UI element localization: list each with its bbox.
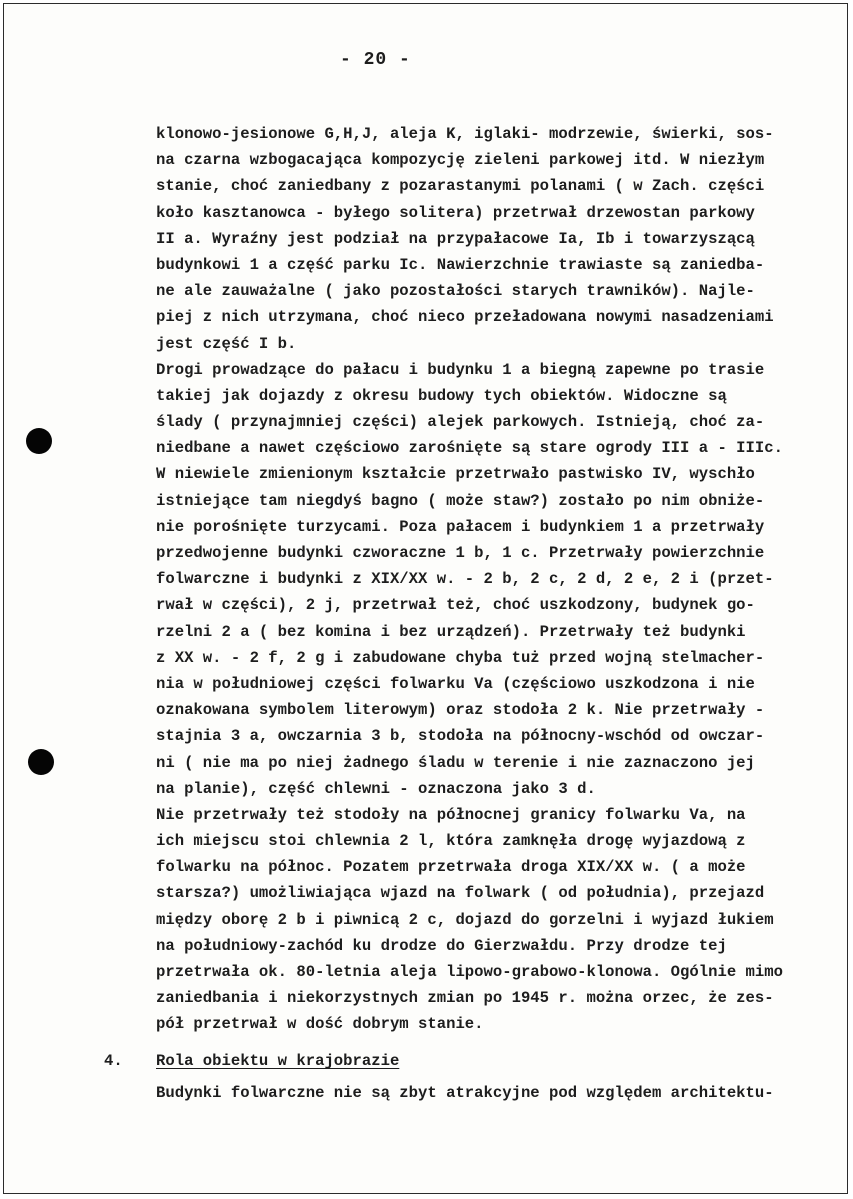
body-text-line: zaniedbania i niekorzystnych zmian po 1945 r. można orzec, że zes- — [156, 989, 774, 1008]
body-text-line: rzelni 2 a ( bez komina i bez urządzeń). Przetrwały też budynki — [156, 622, 746, 641]
body-text-line: ich miejscu stoi chlewnia 2 l, która zamknęła drogę wyjazdową z — [156, 832, 746, 851]
body-text-line: oznakowana symbolem literowym) oraz stodoła 2 k. Nie przetrwały - — [156, 701, 765, 720]
body-text-line: istniejące tam niegdyś bagno ( może staw?) zostało po nim obniże- — [156, 491, 765, 510]
body-text-line: II a. Wyraźny jest podział na przypałacowe Ia, Ib i towarzyszącą — [156, 229, 755, 248]
body-text-line: niedbane a nawet częściowo zarośnięte są stare ogrody III a - IIIc. — [156, 439, 783, 458]
section-title: Rola obiektu w krajobrazie — [156, 1052, 400, 1070]
punch-hole-bottom — [28, 749, 54, 775]
page-number: - 20 - — [340, 50, 411, 70]
body-text-line: Drogi prowadzące do pałacu i budynku 1 a biegną zapewne po trasie — [156, 360, 765, 379]
body-text-line: folwarku na północ. Pozatem przetrwała droga XIX/XX w. ( a może — [156, 858, 746, 877]
body-text-line: ni ( nie ma po niej żadnego śladu w terenie i nie zaznaczono jej — [156, 753, 755, 772]
punch-hole-top — [26, 428, 52, 454]
body-text-line: stajnia 3 a, owczarnia 3 b, stodoła na północny-wschód od owczar- — [156, 727, 765, 746]
body-text-line: rwał w części), 2 j, przetrwał też, choć uszkodzony, budynek go- — [156, 596, 755, 615]
body-text-line: starsza?) umożliwiająca wjazd na folwark ( od południa), przejazd — [156, 884, 765, 903]
body-text-line: pół przetrwał w dość dobrym stanie. — [156, 1015, 484, 1034]
body-text-line: między oborę 2 b i piwnicą 2 c, dojazd do gorzelni i wyjazd łukiem — [156, 910, 774, 929]
body-text — [156, 121, 846, 1038]
body-text-line: z XX w. - 2 f, 2 g i zabudowane chyba tuż przed wojną stelmacher- — [156, 648, 765, 667]
section-first-line: Budynki folwarczne nie są zbyt atrakcyjne pod względem architektu- — [156, 1084, 774, 1102]
body-text-line: na planie), część chlewni - oznaczona jako 3 d. — [156, 779, 596, 798]
body-text-line: folwarczne i budynki z XIX/XX w. - 2 b, 2 c, 2 d, 2 e, 2 i (przet- — [156, 570, 774, 589]
section-heading — [104, 1052, 399, 1070]
body-text-line: koło kasztanowca - byłego solitera) przetrwał drzewostan parkowy — [156, 203, 755, 222]
body-text-line: ne ale zauważalne ( jako pozostałości starych trawników). Najle- — [156, 282, 755, 301]
body-text-line: przedwojenne budynki czworaczne 1 b, 1 c. Przetrwały powierzchnie — [156, 544, 765, 562]
body-text-line: klonowo-jesionowe G,H,J, aleja K, iglaki- modrzewie, świerki, sos- — [156, 125, 774, 143]
body-text-line: nia w południowej części folwarku Va (częściowo uszkodzona i nie — [156, 674, 755, 693]
body-text-line: jest część I b. — [156, 334, 297, 353]
body-text-line: W niewiele zmienionym kształcie przetrwało pastwisko IV, wyschło — [156, 465, 755, 484]
body-text-line: nie porośnięte turzycami. Poza pałacem i budynkiem 1 a przetrwały — [156, 517, 765, 536]
body-text-line: Nie przetrwały też stodoły na północnej granicy folwarku Va, na — [156, 805, 746, 824]
body-text-line: takiej jak dojazdy z okresu budowy tych obiektów. Widoczne są — [156, 386, 727, 405]
body-text-line: na czarna wzbogacająca kompozycję zieleni parkowej itd. W niezłym — [156, 151, 765, 170]
body-text-line: stanie, choć zaniedbany z pozarastanymi polanami ( w Zach. części — [156, 177, 765, 196]
body-text-line: przetrwała ok. 80-letnia aleja lipowo-grabowo-klonowa. Ogólnie mimo — [156, 963, 783, 981]
body-text-line: piej z nich utrzymana, choć nieco przeładowana nowymi nasadzeniami — [156, 308, 774, 327]
body-text-line: budynkowi 1 a część parku Ic. Nawierzchnie trawiaste są zaniedba- — [156, 255, 765, 274]
section-number: 4. — [104, 1052, 123, 1070]
body-text-line: ślady ( przynajmniej części) alejek parkowych. Istnieją, choć za- — [156, 413, 765, 432]
body-text-line: na południowy-zachód ku drodze do Gierzwałdu. Przy drodze tej — [156, 936, 727, 955]
